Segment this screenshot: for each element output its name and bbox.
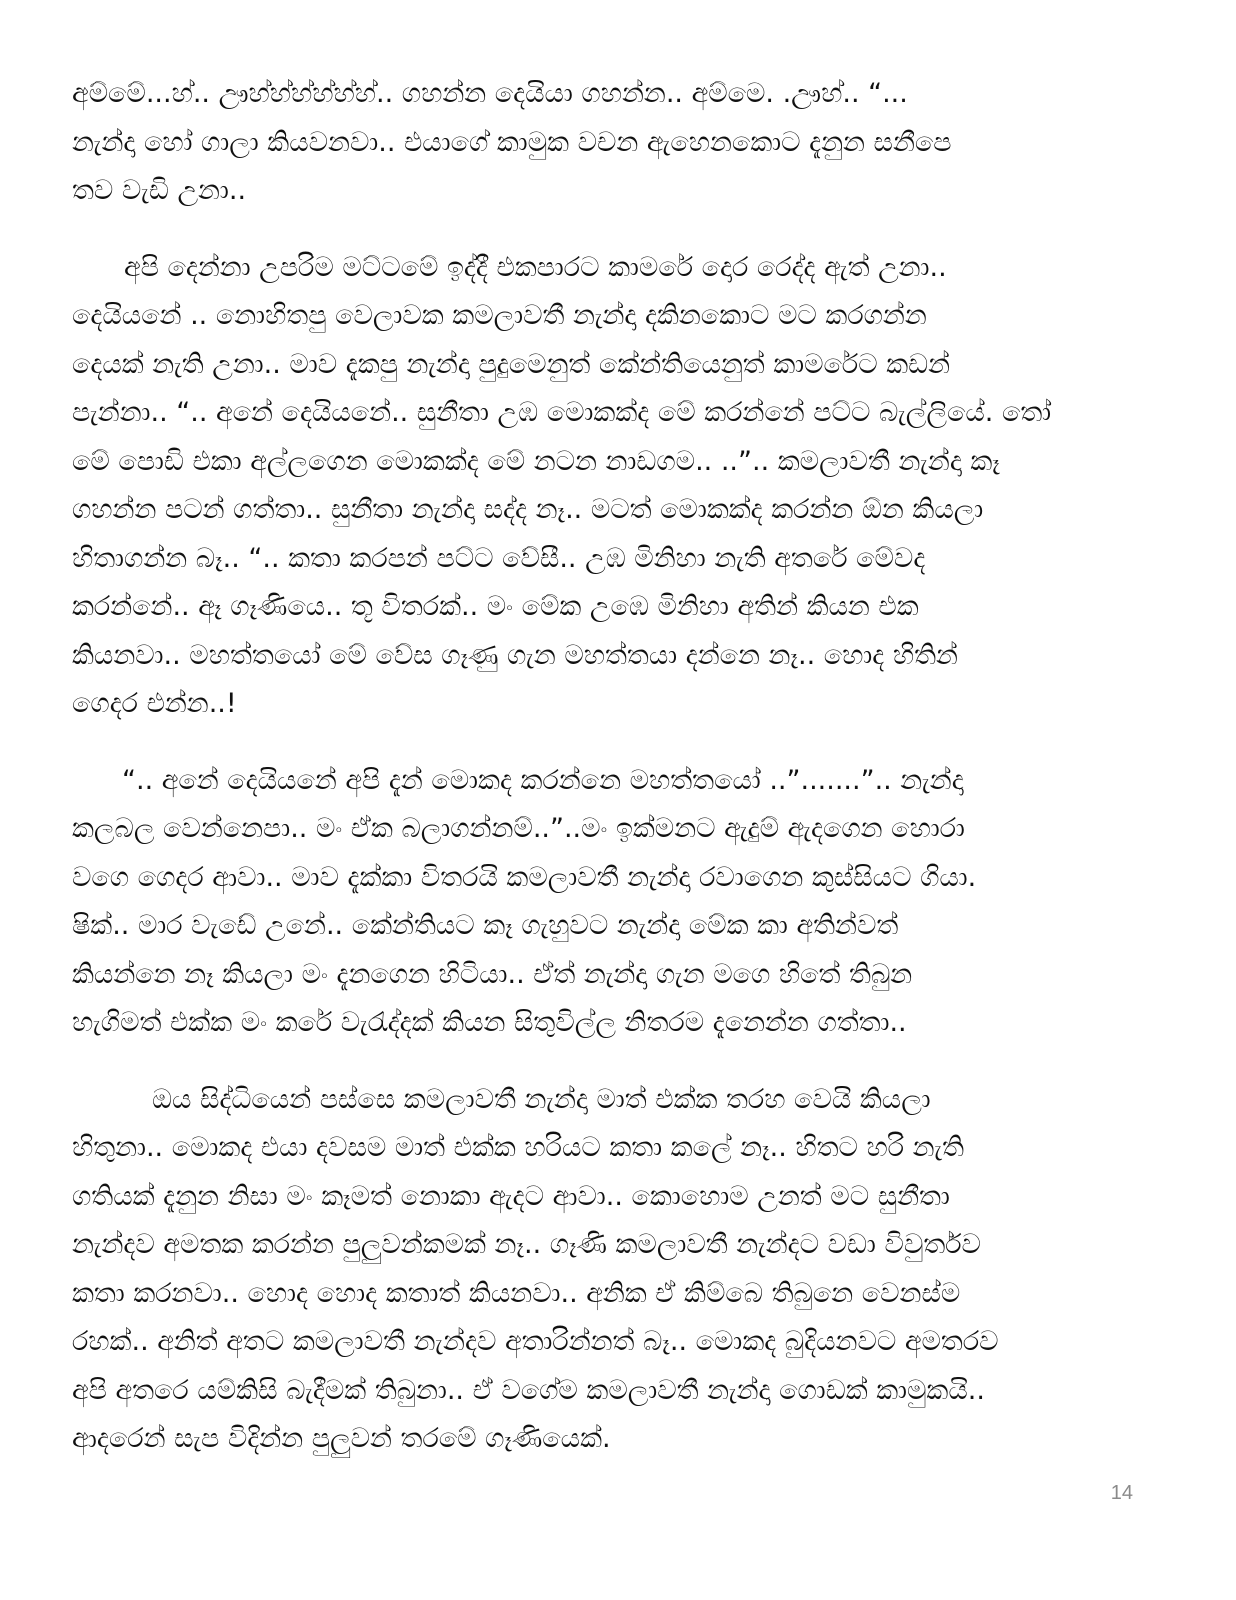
text-line: ගහන්න පටන් ගත්තා.. සුනීතා නැන්දා සද්ද නෑ.. මටත් මොකක්ද කරන්න ඕන කියලා: [72, 494, 984, 525]
text-line: දෙයියනේ .. නොහිතපු වෙලාවක කමලාවතී නැන්දා දකිනකොට මට කරගන්න: [72, 300, 927, 331]
text-line: ගෙදර එන්න..!: [72, 688, 237, 719]
page-number: 14: [1110, 1482, 1133, 1504]
text-line: හිතාගන්න බෑ.. “.. කතා කරපන් පට්ට වේසී.. උඹ මිනිහා නැති අතරේ මේවද: [72, 542, 926, 574]
document-body: [72, 70, 1152, 1492]
text-line: අපි දෙන්නා උපරිම මට්ටමේ ඉද්දී එකපාරට කාමරේ දොර රෙද්ද ඇත් උනා..: [124, 251, 947, 283]
text-line: කතා කරනවා.. හොද හොද කතාත් කියනවා.. අනික ඒ කිම්බෙ තිබුනෙ වෙනස්ම: [72, 1277, 961, 1309]
text-line: කරන්නේ.. ඈ ගෑණියෙ.. තූ විතරක්.. මං මේක උඹෙ මිනිහා අතින් කියන එක: [72, 591, 919, 622]
text-line: දෙයක් නැති උනා.. මාව දැකපු නැන්දා පුදුමෙනුත් කේන්තියෙනුත් කාමරේට කඩන්: [72, 348, 951, 380]
text-line: වගෙ ගෙදර ආවා.. මාව දැක්කා විතරයි කමලාවතී නැන්දා රවාගෙන කුස්සියට ගියා.: [72, 861, 977, 893]
text-line: ෂික්.. මාර වැඩේ උනේ.. කේන්තියට කෑ ගැහුවට නැන්දා මේක කා අතින්වත්: [72, 910, 899, 941]
text-line: හිතුනා.. මොකද එයා දවසම මාත් එක්ක හරියට කතා කලේ නෑ.. හිතට හරි නැති: [72, 1132, 965, 1163]
text-line: නැන්දව අමතක කරන්න පුලුවන්කමක් නෑ.. ගෑණි කමලාවතී නැන්දට වඩා විවුර්තව: [72, 1229, 981, 1260]
text-line: මේ පොඩි එකා අල්ලගෙන මොකක්ද මේ නටන නාඩගම.. ..”.. කමලාවතී නැන්දා කෑ: [72, 445, 1000, 477]
text-line: අම්මේ...හ්.. ඌහ්හ්හ්හ්හ්හ්.. ගහන්න දෙයියා ගහන්න.. අම්මෙ. .ඌහ්.. “...: [72, 78, 908, 109]
text-line: “.. අනේ දෙයියනේ අපි දැන් මොකද කරන්නෙ මහත්තයෝ ..”.......”.. නැන්දා: [122, 764, 964, 796]
text-line: හැගිමත් එක්ක මං කරේ වැරැද්දක් කියන සිතුවිල්ල නිතරම දැනෙන්න ගත්තා..: [72, 1007, 907, 1038]
text-line: ගතියක් දැනුන නිසා මං කෑමත් නොකා ඇදට ආවා.. කොහොම උනත් මට සුනීතා: [72, 1180, 950, 1212]
text-line: කියනවා.. මහත්තයෝ මේ වේස ගෑණු ගැන මහත්තයා දන්නෙ නෑ.. හොද හිතින්: [72, 639, 958, 671]
text-line: ඔය සිද්ධියෙන් පස්සෙ කමලාවතී නැන්දා මාත් එක්ක තරහ වෙයි කියලා: [152, 1083, 931, 1115]
text-line: කියන්නෙ නෑ කියලා මං දැනගෙන හිටියා.. ඒත් නැන්දා ගැන මගෙ හිතේ තිබුන: [72, 958, 913, 990]
text-line: රහක්.. අනිත් අතට කමලාවතී නැන්දව අතාරින්නත් බෑ.. මොකද බුදියනවට අමතරව: [72, 1326, 999, 1357]
text-line: නැන්දා හෝ ගාලා කියවනවා.. එයාගේ කාමුක වචන ඇහෙනකොට දැනුන සනීපෙ: [72, 126, 952, 158]
text-line: අපි අතරෙ යම්කිසි බැදීමක් තිබුනා.. ඒ වගේම කමලාවතී නැන්දා ගොඩක් කාමුකයි..: [72, 1374, 985, 1406]
text-line: ආදරෙන් සැප විදින්න පුලුවන් තරමේ ගෑණියෙක්.: [72, 1423, 611, 1454]
paragraph-3: [72, 757, 1152, 1048]
text-line: පැන්නා.. “.. අනේ දෙයියනේ.. සුනීතා උඹ මොකක්ද මේ කරන්නේ පට්ට බැල්ලියේ. තෝ: [72, 397, 1052, 428]
text-line: කලබල වෙන්නෙපා.. මං ඒක බලාගන්නම්..”..මං ඉක්මනට ඇදුම් ඇදගෙන හොරා: [72, 813, 965, 844]
paragraph-2: [72, 244, 1152, 729]
paragraph-4: [72, 1076, 1152, 1464]
text-line: තව වැඩි උනා..: [72, 175, 247, 206]
paragraph-1: [72, 70, 1152, 216]
